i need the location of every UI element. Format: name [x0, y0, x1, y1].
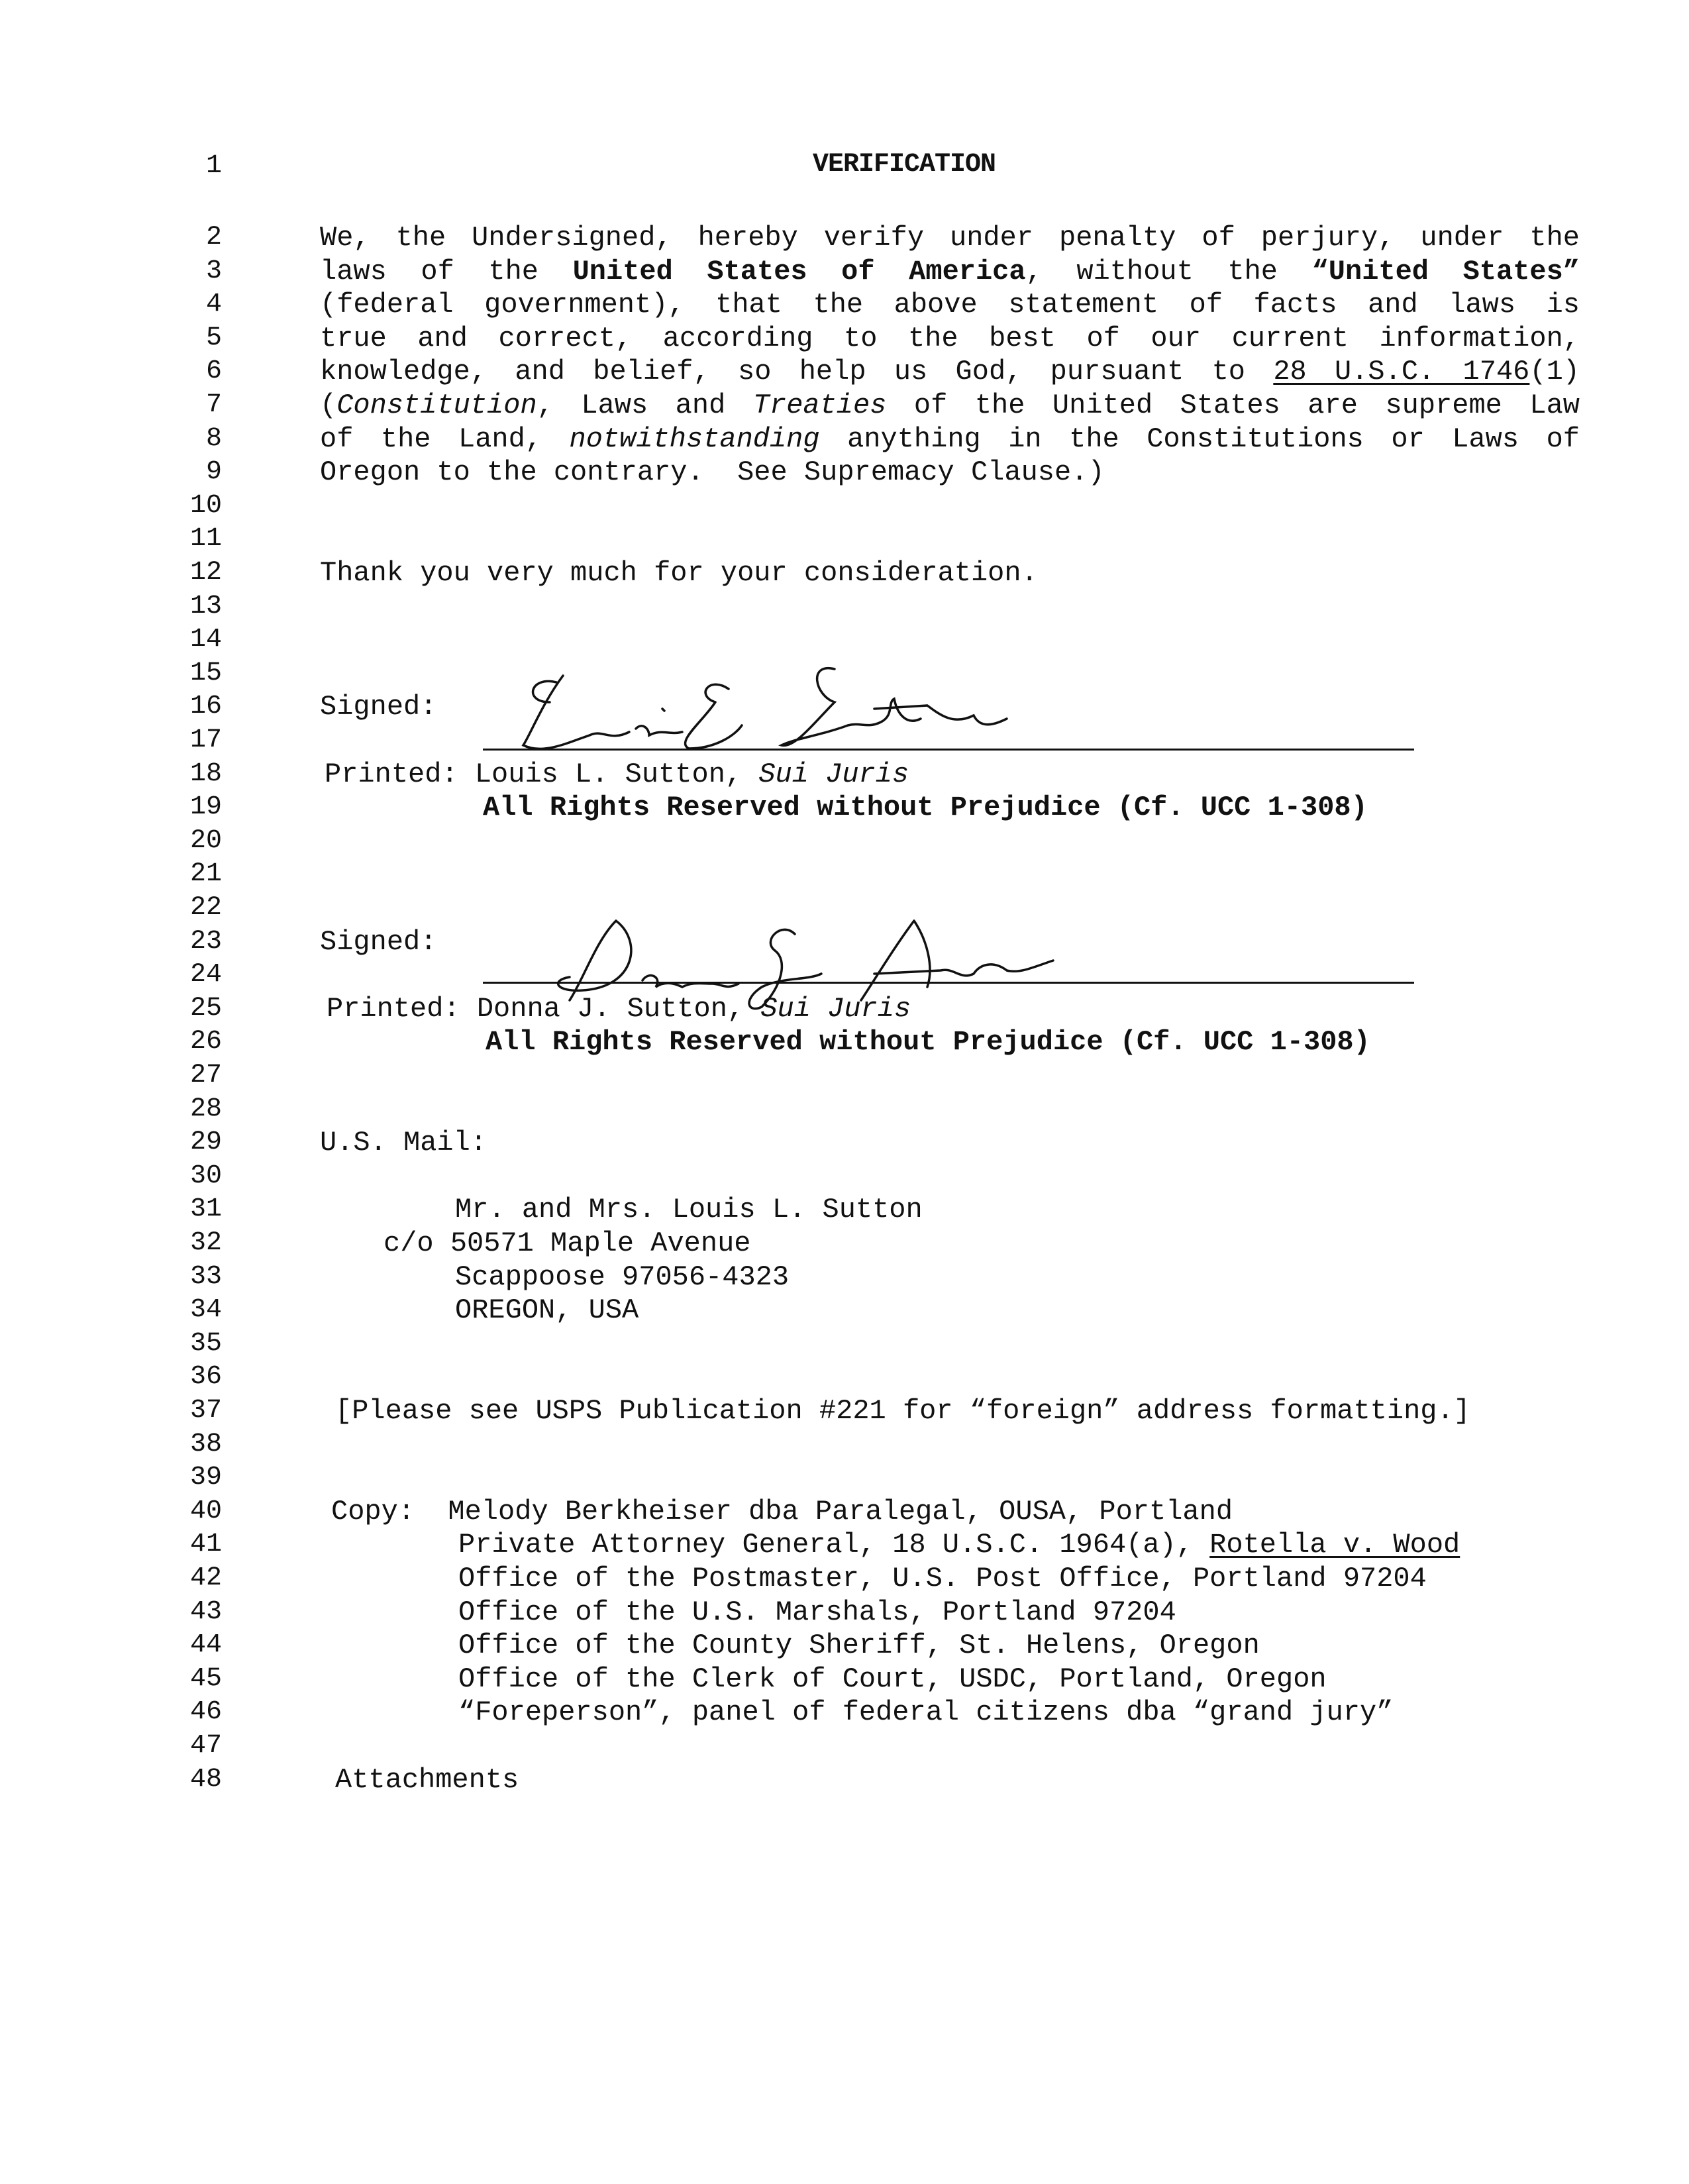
line-number: 14: [189, 625, 222, 655]
line-number: 43: [189, 1596, 222, 1627]
line-number: 22: [189, 893, 222, 923]
line-number: 34: [189, 1295, 222, 1326]
line-number: 10: [189, 490, 222, 521]
text-segment: , Laws and: [537, 390, 753, 421]
line-number: 8: [205, 423, 222, 454]
text-segment: We, the Undersigned, hereby verify under penalty of perjury, under the: [320, 222, 1580, 254]
text-segment: of the Land,: [320, 423, 570, 455]
text-line: [320, 424, 1580, 454]
line-number: 29: [189, 1127, 222, 1158]
line-number: 37: [189, 1396, 222, 1426]
text-segment: Printed: Donna J. Sutton,: [327, 992, 761, 1025]
text-line: [320, 289, 1580, 320]
text-segment: true and correct, according to the best of our current information,: [320, 322, 1580, 354]
line-number: 33: [189, 1261, 222, 1292]
text-line: [320, 692, 436, 722]
text-segment: Treaties: [752, 390, 887, 421]
text-segment: Sui Juris: [758, 758, 909, 790]
line-number: 2: [205, 223, 222, 252]
text-segment: (: [320, 390, 337, 421]
line-number: 21: [189, 859, 222, 890]
line-number: 25: [189, 993, 222, 1023]
citation: Rotella v. Wood: [1209, 1529, 1460, 1561]
text-line: [458, 1597, 1176, 1628]
text-segment: Thank you very much for your consideration.: [320, 557, 1038, 589]
text-line: [483, 792, 1368, 823]
text-line: [458, 1563, 1427, 1594]
line-number: 20: [189, 825, 222, 856]
text-segment: U.S. Mail:: [320, 1127, 487, 1159]
text-line: [486, 1027, 1370, 1057]
document-title: VERIFICATION: [812, 150, 996, 180]
line-number: 39: [189, 1463, 222, 1493]
line-number: 5: [205, 323, 222, 353]
line-number: 13: [189, 591, 222, 621]
text-segment: notwithstanding: [569, 423, 820, 455]
citation: 28 U.S.C. 1746: [1273, 356, 1530, 388]
text-segment: (federal government), that the above statement of facts and laws is: [320, 289, 1580, 321]
line-number: 47: [189, 1731, 222, 1761]
text-segment: knowledge, and belief, so help us God, pursuant to: [320, 356, 1274, 388]
text-segment: c/o 50571 Maple Avenue: [384, 1227, 751, 1259]
text-segment: United States of America: [572, 255, 1026, 287]
line-number: 27: [189, 1061, 222, 1090]
text-segment: Office of the County Sheriff, St. Helens, Oregon: [458, 1630, 1260, 1662]
text-segment: Printed: Louis L. Sutton,: [325, 758, 759, 790]
line-number: 9: [205, 457, 222, 488]
line-number: 3: [205, 256, 222, 286]
text-line: [455, 1295, 639, 1326]
text-segment: Mr. and Mrs. Louis L. Sutton: [455, 1194, 923, 1226]
line-number: 40: [189, 1496, 222, 1526]
text-segment: Attachments: [335, 1763, 519, 1796]
text-line: [320, 1127, 487, 1158]
text-segment: Copy: Melody Berkheiser dba Paralegal, OUSA, Portland: [331, 1495, 1233, 1528]
text-line: [335, 1396, 1470, 1426]
text-line: [458, 1664, 1327, 1694]
line-number: 45: [189, 1663, 222, 1694]
text-line: [320, 558, 1038, 588]
text-line: [325, 759, 909, 790]
text-segment: laws of the: [320, 255, 573, 287]
text-segment: “United States”: [1311, 255, 1580, 287]
line-number: 19: [189, 792, 222, 823]
line-number: 24: [189, 960, 222, 990]
text-segment: Sui Juris: [760, 992, 911, 1025]
line-number: 46: [189, 1697, 222, 1728]
line-number: 15: [189, 658, 222, 688]
text-segment: of the United States are supreme Law: [886, 390, 1580, 421]
text-line: [458, 1530, 1460, 1560]
text-segment: Office of the Postmaster, U.S. Post Office, Portland 97204: [458, 1563, 1427, 1594]
line-number: 4: [205, 289, 222, 320]
text-segment: (1): [1529, 356, 1580, 388]
line-number: 38: [189, 1429, 222, 1459]
line-number: 17: [189, 725, 222, 755]
text-segment: Private Attorney General, 18 U.S.C. 1964(a),: [458, 1529, 1210, 1561]
text-segment: Signed:: [320, 925, 437, 958]
text-segment: OREGON, USA: [455, 1294, 639, 1327]
text-line: [458, 1697, 1393, 1728]
signature-louis-sutton: [517, 662, 1047, 762]
text-segment: Oregon to the contrary. See Supremacy Clause.): [320, 456, 1105, 489]
text-segment: anything in the Constitutions or Laws of: [819, 423, 1580, 455]
line-number: 28: [189, 1094, 222, 1124]
line-number: 36: [189, 1362, 222, 1392]
text-line: [320, 356, 1580, 387]
text-segment: All Rights Reserved without Prejudice (Cf. UCC 1-308): [486, 1026, 1370, 1059]
line-number: 16: [189, 692, 222, 722]
text-segment: Signed:: [320, 691, 437, 723]
line-number: 6: [205, 356, 222, 387]
line-number: 11: [189, 524, 222, 554]
text-segment: Constitution: [336, 390, 537, 421]
text-line: [320, 223, 1580, 253]
line-number: 42: [189, 1563, 222, 1593]
signature-donna-sutton: [543, 914, 1073, 1020]
text-line: [331, 1496, 1233, 1527]
line-number: 18: [189, 758, 222, 789]
text-segment: , without the: [1025, 255, 1312, 287]
text-line: [455, 1262, 789, 1292]
text-segment: All Rights Reserved without Prejudice (Cf. UCC 1-308): [483, 792, 1368, 824]
text-line: [455, 1194, 923, 1225]
text-line: [458, 1630, 1260, 1661]
text-line: [335, 1765, 519, 1795]
line-number: 48: [189, 1764, 222, 1794]
line-number: 23: [189, 926, 222, 957]
text-segment: Office of the U.S. Marshals, Portland 97204: [458, 1596, 1176, 1628]
line-number: 26: [189, 1027, 222, 1057]
line-number: 30: [189, 1161, 222, 1191]
text-line: [320, 256, 1580, 287]
line-number: 44: [189, 1630, 222, 1661]
line-number: 7: [205, 390, 222, 420]
text-line: [384, 1228, 751, 1259]
text-segment: “Foreperson”, panel of federal citizens dba “grand jury”: [458, 1696, 1394, 1729]
text-line: [320, 927, 436, 957]
line-number: 35: [189, 1328, 222, 1359]
line-number: 41: [189, 1530, 222, 1560]
text-segment: Office of the Clerk of Court, USDC, Portland, Oregon: [458, 1663, 1327, 1695]
line-number: 32: [189, 1228, 222, 1258]
text-segment: Scappoose 97056-4323: [455, 1261, 790, 1293]
text-line: [320, 390, 1580, 421]
line-number: 1: [205, 151, 222, 181]
text-line: [320, 457, 1105, 488]
text-segment: [Please see USPS Publication #221 for “foreign” address formatting.]: [335, 1395, 1470, 1427]
line-number: 31: [189, 1194, 222, 1225]
line-number: 12: [189, 558, 222, 588]
text-line: [320, 323, 1580, 354]
